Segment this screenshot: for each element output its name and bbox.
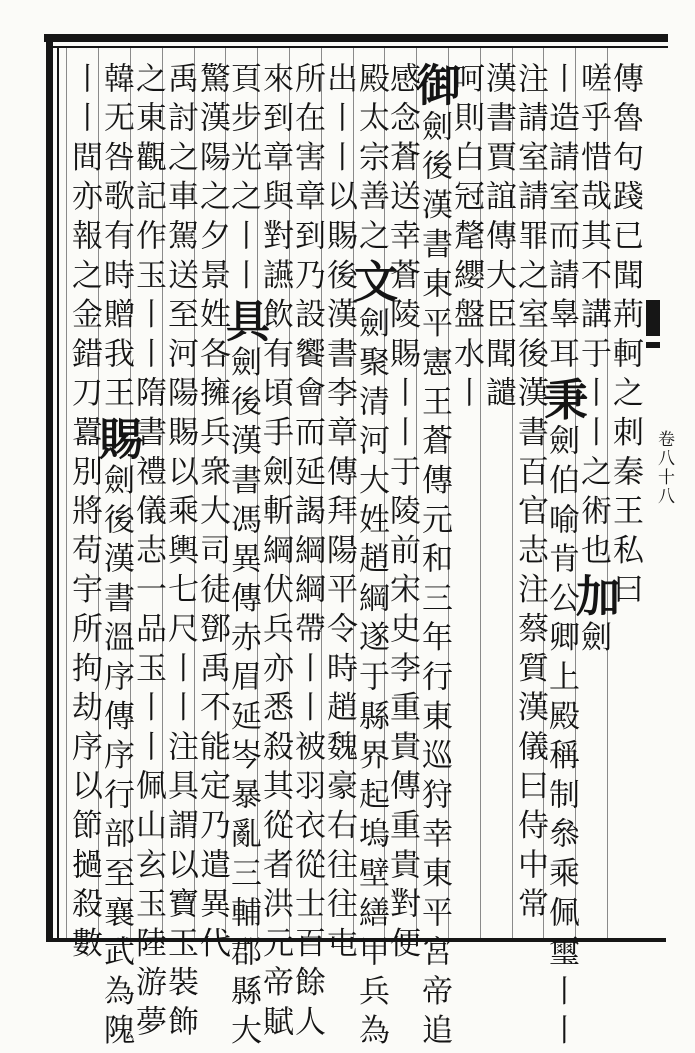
headword: 秉 [536, 376, 587, 424]
fishtail-mark [646, 300, 660, 336]
text-segment: 感念蒼送幸蒼陵賜丨丨于陵前宋史李重貴傳重貴對便 [384, 62, 420, 966]
text-segment: 呵則白冠氂纓盤水丨 [448, 62, 484, 416]
text-segment: 丨丨間亦報之金錯刀 [66, 62, 102, 416]
text-column [63, 62, 105, 932]
text-segment: 劍聚清河大姓趙綱遂于縣界起塢壁繕甲兵為 [353, 307, 389, 1053]
text-segment: 後漢書李章傳拜陽平令時趙魏豪右往往屯 [321, 259, 357, 966]
headword: 文 [346, 259, 397, 307]
text-segment: 劍後漢書溫序傳序行部至襄武為隗 [98, 464, 134, 1053]
frame-left-inner-line [57, 46, 59, 942]
fishtail-mark-lower [646, 342, 660, 348]
text-segment: 嗟乎惜哉其不講于丨丨之術也 [575, 62, 611, 573]
text-segment: 禹討之車駕送至河陽賜以乘輿七尺丨丨注具謂以寶玉裝飾 [162, 62, 198, 1045]
text-segment: 丨造請室而請辠耳 [543, 62, 579, 376]
text-segment: 殿太宗善之 [353, 62, 389, 259]
text-segment: 劍伯喻肯公卿上殿稱制叅乘佩璽丨丨 [543, 424, 579, 1053]
text-segment: 後漢書百官志注蔡質漢儀曰侍中常 [512, 337, 548, 927]
headword: 具 [218, 298, 269, 346]
text-segment: 之東觀記作玉丨丨隋書禮儀志一品玉丨丨佩山玄玉陸游夢 [130, 62, 166, 1045]
text-segment: 驚漢陽之夕景 [194, 62, 230, 298]
text-segment: 漢書賈誼傳大臣聞譴 [480, 62, 516, 416]
juan-label: 卷八十八 [652, 430, 677, 506]
headword: 御 [409, 62, 460, 110]
text-segment: 劍後漢書東平憲王蒼傳元和三年行東巡狩幸東平宮帝追 [416, 110, 452, 1053]
text-segment: 姓各擁兵衆大司徒鄧禹不能定乃遣異代 [194, 298, 230, 966]
text-segment: 出丨丨以賜 [321, 62, 357, 259]
frame-top-border [44, 34, 668, 42]
text-segment: 劍 [575, 621, 611, 660]
frame-left-border [46, 34, 53, 942]
headword: 加 [568, 573, 619, 621]
text-segment: 注請室請罪之室 [512, 62, 548, 337]
headword: 賜 [91, 416, 142, 464]
text-segment: 頁步光之丨丨 [225, 62, 261, 298]
text-segment: 囂別將苟宇所拘劫序以節撾殺數 [66, 416, 102, 966]
text-segment: 傳魯句踐已聞荊軻之刺秦王私曰 [607, 62, 643, 612]
text-segment: 韓无咎歌有時贈我王 [98, 62, 134, 416]
text-segment: 所在害章到乃設饗會而延謁綱綱帶丨丨被羽衣從士百餘人 [289, 62, 325, 1045]
text-segment: 劍後漢書馮異傳赤眉延岑暴亂三輔郡縣大 [225, 346, 261, 1053]
text-segment: 來到章與對讌飲有頃手劍斬綱伏兵亦悉殺其從者洪元帝賦 [257, 62, 293, 1045]
